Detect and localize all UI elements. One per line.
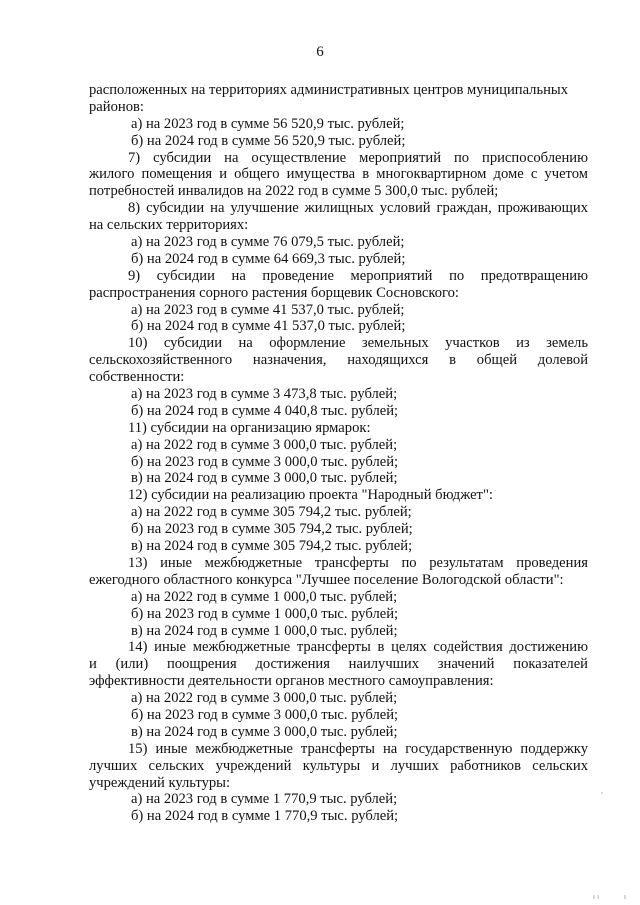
text-line: эффективности деятельности органов местного самоуправления:: [89, 673, 494, 690]
text-line: 15) иные межбюджетные трансферты на государственную поддержку: [128, 740, 588, 757]
text-line: а) на 2022 год в сумме 3 000,0 тыс. рублей;: [131, 690, 398, 707]
text-line: учреждений культуры:: [89, 774, 231, 791]
text-line: распространения сорного растения борщевик Сосновского:: [89, 284, 459, 301]
text-line: а) на 2023 год в сумме 76 079,5 тыс. рублей;: [131, 234, 405, 251]
document-body: [89, 82, 588, 825]
text-line: сельскохозяйственного назначения, находящихся в общей долевой: [89, 352, 588, 369]
text-line: 12) субсидии на реализацию проекта "Народный бюджет":: [128, 487, 493, 504]
text-line: ежегодного областного конкурса "Лучшее поселение Вологодской области":: [89, 571, 564, 588]
scan-mark: ı: [624, 893, 626, 901]
text-line: б) на 2023 год в сумме 3 000,0 тыс. рублей;: [131, 706, 399, 723]
text-line: а) на 2022 год в сумме 3 000,0 тыс. рублей;: [131, 436, 398, 453]
text-line: 14) иные межбюджетные трансферты в целях содействия достижению: [128, 639, 588, 656]
text-line: б) на 2024 год в сумме 4 040,8 тыс. рублей;: [131, 402, 399, 419]
text-line: 7) субсидии на осуществление мероприятий по приспособлению: [128, 149, 588, 166]
text-line: потребностей инвалидов на 2022 год в сумме 5 300,0 тыс. рублей;: [89, 183, 499, 200]
margin-mark: ': [601, 791, 603, 799]
text-line: жилого помещения и общего имущества в многоквартирном доме с учетом: [89, 166, 588, 183]
text-line: 13) иные межбюджетные трансферты по результатам проведения: [128, 554, 588, 571]
text-line: б) на 2023 год в сумме 1 000,0 тыс. рублей;: [131, 605, 399, 622]
text-line: б) на 2023 год в сумме 3 000,0 тыс. рублей;: [131, 453, 399, 470]
text-line: б) на 2024 год в сумме 1 770,9 тыс. рублей;: [131, 808, 399, 825]
text-line: б) на 2024 год в сумме 64 669,3 тыс. рублей;: [131, 250, 406, 267]
text-line: в) на 2024 год в сумме 3 000,0 тыс. рублей;: [131, 723, 398, 740]
text-line: в) на 2024 год в сумме 1 000,0 тыс. рублей;: [131, 622, 398, 639]
text-line: лучших сельских учреждений культуры и лучших работников сельских: [89, 757, 588, 774]
text-line: а) на 2023 год в сумме 56 520,9 тыс. рублей;: [131, 115, 405, 132]
text-line: б) на 2023 год в сумме 305 794,2 тыс. рублей;: [131, 521, 413, 538]
text-line: б) на 2024 год в сумме 56 520,9 тыс. рублей;: [131, 132, 406, 149]
text-line: 9) субсидии на проведение мероприятий по предотвращению: [128, 267, 588, 284]
text-line: 8) субсидии на улучшение жилищных условий граждан, проживающих: [128, 200, 588, 217]
text-line: расположенных на территориях административных центров муниципальных: [89, 82, 569, 98]
text-line: а) на 2023 год в сумме 41 537,0 тыс. рублей;: [131, 301, 405, 318]
text-line: в) на 2024 год в сумме 3 000,0 тыс. рублей;: [131, 470, 398, 487]
text-line: собственности:: [89, 369, 185, 386]
text-line: а) на 2022 год в сумме 305 794,2 тыс. рублей;: [131, 504, 412, 521]
text-line: в) на 2024 год в сумме 305 794,2 тыс. рублей;: [131, 538, 413, 555]
text-line: а) на 2023 год в сумме 3 473,8 тыс. рублей;: [131, 386, 398, 403]
page-number: 6: [316, 44, 324, 60]
text-line: 11) субсидии на организацию ярмарок:: [128, 419, 371, 436]
text-line: б) на 2024 год в сумме 41 537,0 тыс. рублей;: [131, 318, 406, 335]
text-line: на сельских территориях:: [89, 217, 249, 234]
text-line: а) на 2023 год в сумме 1 770,9 тыс. рублей;: [131, 791, 398, 808]
text-line: районов:: [89, 98, 144, 115]
text-line: а) на 2022 год в сумме 1 000,0 тыс. рублей;: [131, 588, 398, 605]
scan-mark: ı ı: [593, 893, 600, 901]
text-line: 10) субсидии на оформление земельных участков из земель: [128, 335, 588, 352]
text-line: и (или) поощрения достижения наилучших значений показателей: [89, 656, 588, 673]
